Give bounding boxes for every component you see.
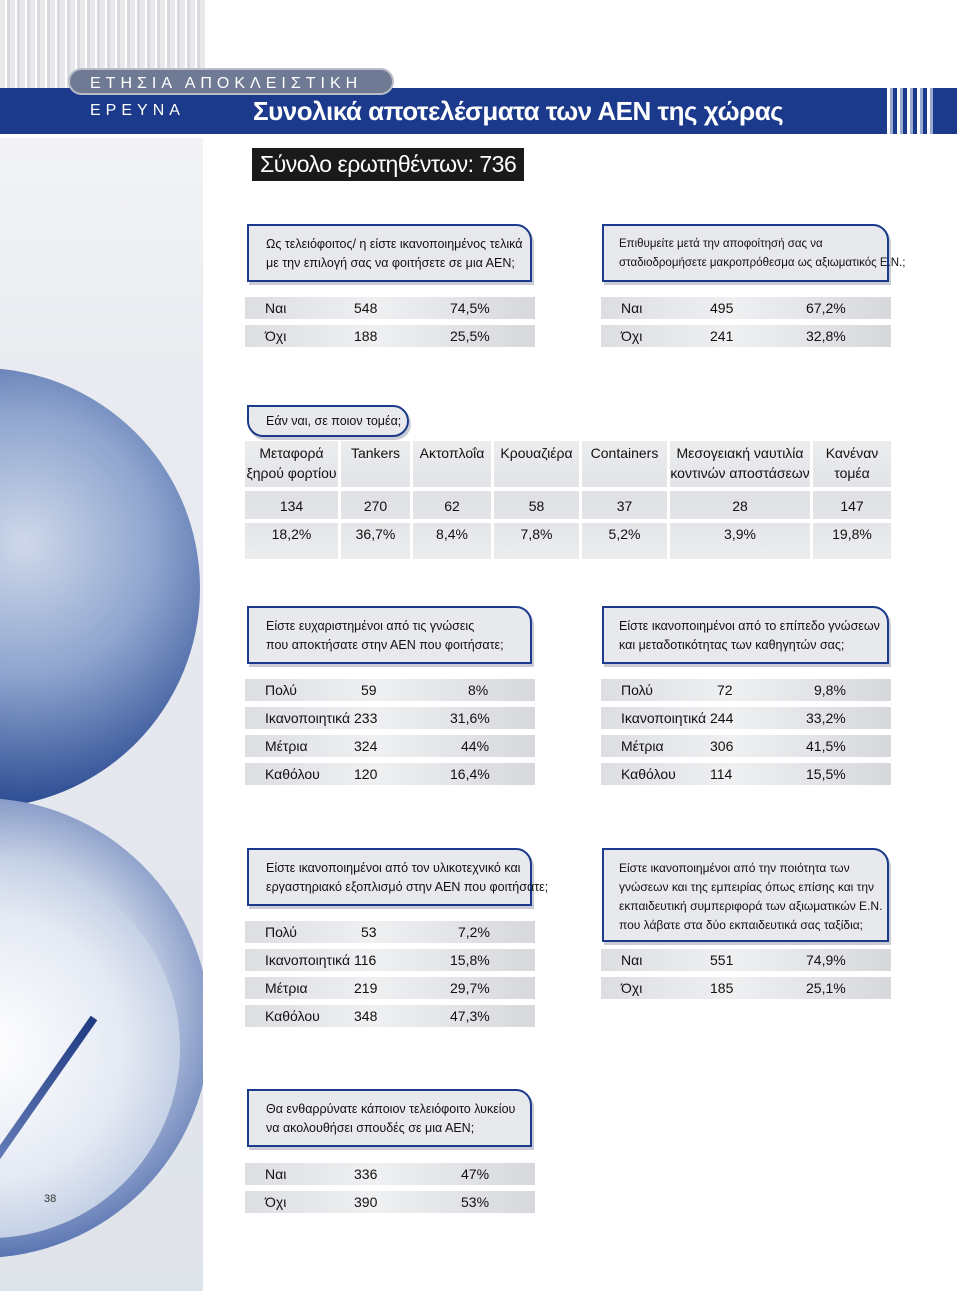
answer-percent: 41,5% [806,738,846,754]
answer-percent: 15,8% [450,952,490,968]
answer-table-q4 [245,679,535,791]
sector-header [582,443,667,463]
sector-header-line1: Containers [590,445,659,461]
table-row [601,297,891,319]
sector-header-line1: Tankers [350,445,401,461]
answer-percent: 67,2% [806,300,846,316]
answer-percent: 33,2% [806,710,846,726]
sector-count: 58 [528,498,545,514]
sector-header-line1: Μεταφορά [259,445,324,461]
question-line: Είστε ικανοποιημένοι από την ποιότητα των [619,861,850,875]
sector-column [670,441,810,559]
question-line: εκπαιδευτική συμπεριφορά των αξιωματικών Ε.Ν. [619,899,883,913]
question-line: Είστε ικανοποιημένοι από τον υλικοτεχνικό και [266,861,521,875]
row-divider [245,519,891,523]
question-box-sector [247,405,409,437]
answer-count: 548 [354,300,378,316]
answer-percent: 32,8% [806,328,846,344]
sector-percent: 19,8% [832,526,872,542]
row-divider [245,487,891,491]
answer-label: Ικανοποιητικά [265,952,351,968]
sector-percent: 7,8% [520,526,553,542]
answer-label: Καθόλου [265,766,320,782]
table-row [245,679,535,701]
table-row [245,921,535,943]
sector-header [670,443,810,483]
question-line: Θα ενθαρρύνατε κάποιον τελειόφοιτο λυκείου [266,1102,516,1116]
question-box-career-intent [602,224,906,282]
answer-label: Ικανοποιητικά [265,710,351,726]
answer-table-q8 [245,1163,535,1219]
question-line: σταδιοδρομήσετε μακροπρόθεσμα ως αξιωματικός Ε.Ν.; [619,257,906,269]
table-row [601,325,891,347]
sector-header-line1: Μεσογειακή ναυτιλία [676,445,804,461]
answer-percent: 44% [461,738,490,754]
answer-percent: 25,1% [806,980,846,996]
sector-header [245,443,338,483]
answer-count: 348 [354,1008,378,1024]
answer-table-q2 [601,297,891,353]
answer-percent: 7,2% [458,924,490,940]
answer-label: Όχι [621,980,643,996]
sector-header-line2: τομέα [834,465,870,481]
question-box-satisfaction-choice [247,224,532,282]
answer-table-q1 [245,297,535,353]
answer-percent: 74,5% [450,300,490,316]
answer-percent: 47,3% [450,1008,490,1024]
answer-label: Ικανοποιητικά [621,710,707,726]
table-row [245,763,535,785]
table-row [245,977,535,999]
sector-percent: 3,9% [724,526,756,542]
question-line: που αποκτήσατε στην ΑΕΝ που φοιτήσατε; [266,638,504,652]
answer-label: Μέτρια [265,738,308,754]
question-line: Επιθυμείτε μετά την αποφοίτησή σας να [619,238,823,250]
sector-header [813,443,891,483]
compass-photo [0,138,203,1291]
answer-count: 59 [361,682,377,698]
question-line: Είστε ικανοποιημένοι από το επίπεδο γνώσεων [619,619,880,633]
question-line: και μεταδοτικότητας των καθηγητών σας; [619,638,845,652]
answer-count: 188 [354,328,378,344]
answer-percent: 53% [461,1194,490,1210]
answer-count: 495 [710,300,734,316]
respondents-total: Σύνολο ερωτηθέντων: 736 [252,148,524,181]
sector-column [813,441,891,559]
answer-percent: 29,7% [450,980,490,996]
answer-percent: 25,5% [450,328,490,344]
sector-table [245,441,891,559]
answer-count: 114 [710,766,733,782]
answer-label: Πολύ [265,924,297,940]
answer-percent: 8% [468,682,489,698]
question-line: Ως τελειόφοιτος/ η είστε ικανοποιημένος τελικά [266,237,523,251]
answer-label: Πολύ [621,682,653,698]
answer-label: Ναι [265,300,287,316]
table-row [601,763,891,785]
sector-header-line1: Ακτοπλοΐα [419,445,485,461]
answer-count: 390 [354,1194,378,1210]
table-row [245,1191,535,1213]
table-row [601,949,891,971]
answer-percent: 74,9% [806,952,846,968]
question-box-encourage-students [247,1089,532,1147]
table-row [245,297,535,319]
answer-label: Ναι [621,952,643,968]
sector-count: 28 [732,498,748,514]
answer-label: Μέτρια [621,738,664,754]
sector-header [341,443,410,463]
answer-percent: 9,8% [814,682,846,698]
page-number: 38 [44,1193,57,1205]
answer-table-q5 [601,679,891,791]
answer-count: 324 [354,738,378,754]
answer-count: 233 [354,710,378,726]
answer-label: Όχι [621,328,643,344]
table-row [245,1163,535,1185]
answer-percent: 47% [461,1166,490,1182]
sector-header [413,443,491,463]
table-row [601,735,891,757]
title-bar-stripes [887,88,937,134]
table-row [245,735,535,757]
answer-label: Όχι [265,1194,287,1210]
question-box-knowledge-satisfaction [247,606,532,664]
sector-column [245,441,338,559]
question-line: να ακολουθήσει σπουδές σε μια ΑΕΝ; [266,1121,475,1135]
answer-count: 185 [710,980,734,996]
sector-percent: 5,2% [608,526,641,542]
table-row [245,325,535,347]
answer-count: 219 [354,980,378,996]
sector-column [582,441,667,559]
sector-header-line2: ξηρού φορτίου [246,465,337,481]
sector-header-line2: κοντινών αποστάσεων [670,465,810,481]
answer-label: Όχι [265,328,287,344]
question-line: Είστε ευχαριστημένοι από τις γνώσεις [266,619,475,633]
sector-percent: 8,4% [436,526,468,542]
sector-count: 37 [616,498,633,514]
answer-count: 336 [354,1166,378,1182]
answer-table-q7 [601,949,891,1005]
sector-header [494,443,579,463]
table-row [245,1005,535,1027]
answer-label: Πολύ [265,682,297,698]
question-line: εργαστηριακό εξοπλισμό στην ΑΕΝ που φοιτήσατε; [266,880,549,894]
page-title: Συνολικά αποτελέσματα των ΑΕΝ της χώρας [253,96,784,126]
sector-count: 62 [444,498,460,514]
answer-count: 244 [710,710,734,726]
sector-count: 147 [840,498,864,514]
sector-percent: 18,2% [271,526,312,542]
question-box-teacher-satisfaction [602,606,889,664]
compass-lid-image [0,368,200,808]
answer-percent: 31,6% [450,710,490,726]
answer-label: Καθόλου [621,766,676,782]
answer-percent: 16,4% [450,766,490,782]
table-row [245,949,535,971]
answer-count: 120 [354,766,378,782]
table-row [245,707,535,729]
question-line: Εάν ναι, σε ποιον τομέα; [266,414,402,428]
answer-label: Καθόλου [265,1008,320,1024]
table-row [601,679,891,701]
question-box-training-voyages [602,848,889,942]
section-kicker: ΕΤΗΣΙΑ ΑΠΟΚΛΕΙΣΤΙΚΗ ΕΡΕΥΝΑ [68,68,394,95]
answer-count: 306 [710,738,734,754]
sector-header-line1: Κρουαζιέρα [500,445,573,461]
sector-count: 270 [363,498,388,514]
answer-count: 53 [361,924,377,940]
table-row [601,707,891,729]
answer-label: Ναι [265,1166,287,1182]
table-row [601,977,891,999]
question-line: με την επιλογή σας να φοιτήσετε σε μια ΑΕΝ; [266,256,515,270]
answer-table-q6 [245,921,535,1033]
sector-header-line1: Κανέναν [825,445,879,461]
question-line: γνώσεων και της εμπειρίας όπως επίσης και την [619,880,875,894]
answer-label: Μέτρια [265,980,308,996]
sector-percent: 36,7% [355,526,396,542]
sector-count: 134 [279,498,304,514]
answer-percent: 15,5% [806,766,846,782]
answer-count: 72 [717,682,733,698]
question-box-equipment-satisfaction [247,848,549,906]
answer-label: Ναι [621,300,643,316]
answer-count: 551 [710,952,734,968]
sector-column [413,441,491,559]
answer-count: 116 [354,952,377,968]
sector-column [494,441,579,559]
answer-count: 241 [710,328,734,344]
sector-column [341,441,410,559]
question-line: που λάβατε στα δύο εκπαιδευτικά σας ταξίδια; [619,918,864,932]
